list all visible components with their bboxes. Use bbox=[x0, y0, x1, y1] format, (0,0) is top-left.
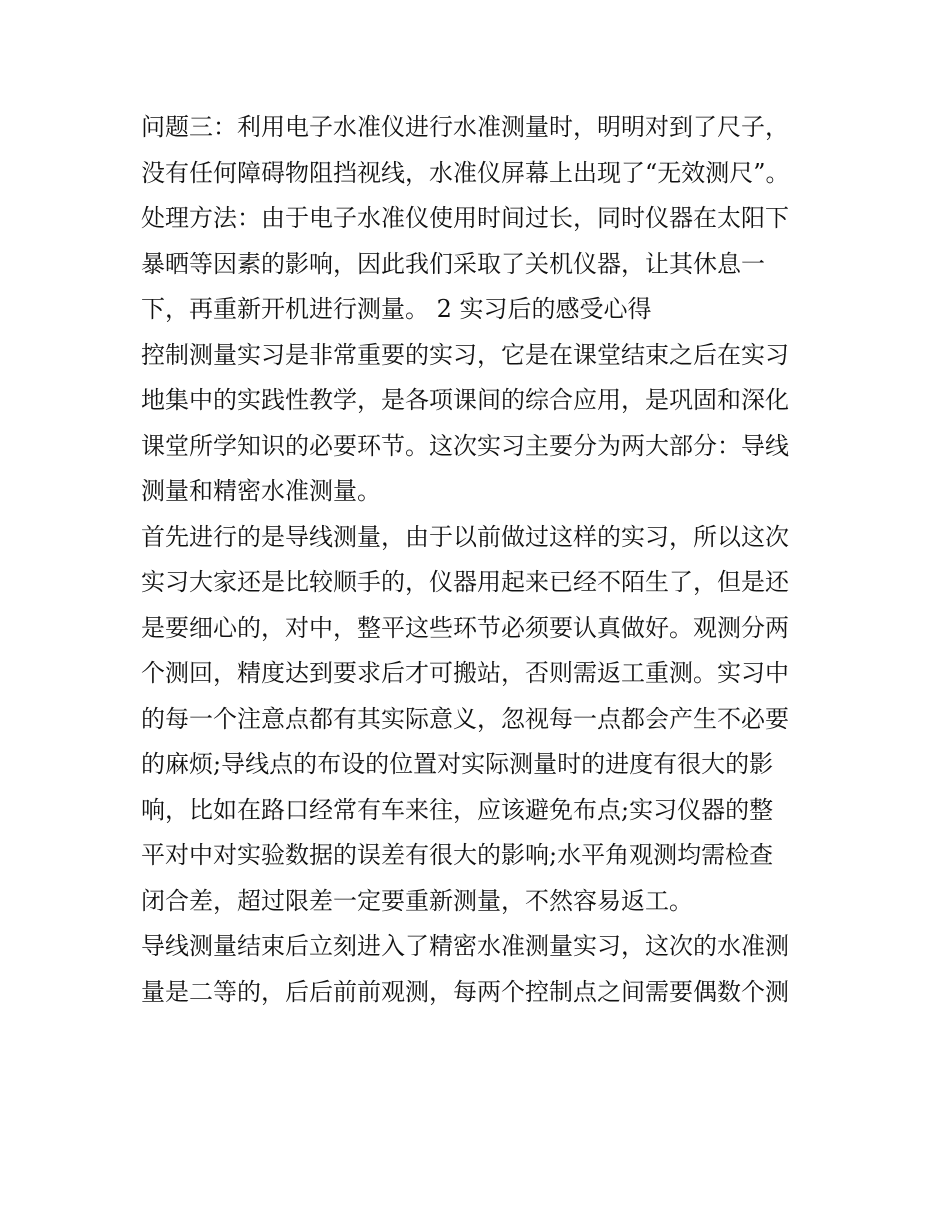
text-line: 的麻烦;导线点的布设的位置对实际测量时的进度有很大的影 bbox=[141, 750, 774, 778]
paragraph-intro bbox=[141, 333, 821, 515]
text-line: 暴晒等因素的影响，因此我们采取了关机仪器，让其休息一 bbox=[141, 249, 765, 278]
text-line: 测量和精密水准测量。 bbox=[141, 477, 381, 505]
text-line: 控制测量实习是非常重要的实习，它是在课堂结束之后在实习 bbox=[141, 340, 789, 369]
paragraph-traverse-survey bbox=[141, 515, 821, 925]
text-line: 实习大家还是比较顺手的，仪器用起来已经不陌生了，但是还 bbox=[141, 568, 789, 596]
text-line: 导线测量结束后立刻进入了精密水准测量实习，这次的水准测 bbox=[141, 932, 789, 960]
text-line: 是要细心的，对中，整平这些环节必须要认真做好。观测分两 bbox=[141, 613, 789, 642]
text-line: 首先进行的是导线测量，由于以前做过这样的实习，所以这次 bbox=[141, 522, 789, 551]
body-text bbox=[141, 105, 821, 1015]
text-line: 平对中对实验数据的误差有很大的影响;水平角观测均需检查 bbox=[141, 841, 774, 869]
text-line: 处理方法：由于电子水准仪使用时间过长，同时仪器在太阳下 bbox=[141, 204, 789, 232]
paragraph-leveling-survey bbox=[141, 924, 821, 1015]
text-line: 量是二等的，后后前前观测，每两个控制点之间需要偶数个测 bbox=[141, 977, 789, 1006]
text-line: 地集中的实践性教学，是各项课间的综合应用，是巩固和深化 bbox=[141, 386, 789, 414]
paragraph-solution bbox=[141, 196, 821, 333]
text-line: 课堂所学知识的必要环节。这次实习主要分为两大部分：导线 bbox=[141, 431, 789, 460]
paragraph-problem-three bbox=[141, 105, 821, 196]
text-line: 下，再重新开机进行测量。 2 实习后的感受心得 bbox=[141, 295, 652, 323]
text-line: 的每一个注意点都有其实际意义，忽视每一点都会产生不必要 bbox=[141, 704, 789, 733]
text-line: 个测回，精度达到要求后才可搬站，否则需返工重测。实习中 bbox=[141, 659, 789, 687]
text-line: 响，比如在路口经常有车来往，应该避免布点;实习仪器的整 bbox=[141, 795, 774, 824]
text-line: 闭合差，超过限差一定要重新测量，不然容易返工。 bbox=[141, 886, 693, 915]
text-line: 没有任何障碍物阻挡视线，水准仪屏幕上出现了“无效测尺”。 bbox=[141, 158, 790, 187]
text-line: 问题三：利用电子水准仪进行水准测量时，明明对到了尺子， bbox=[141, 113, 789, 141]
